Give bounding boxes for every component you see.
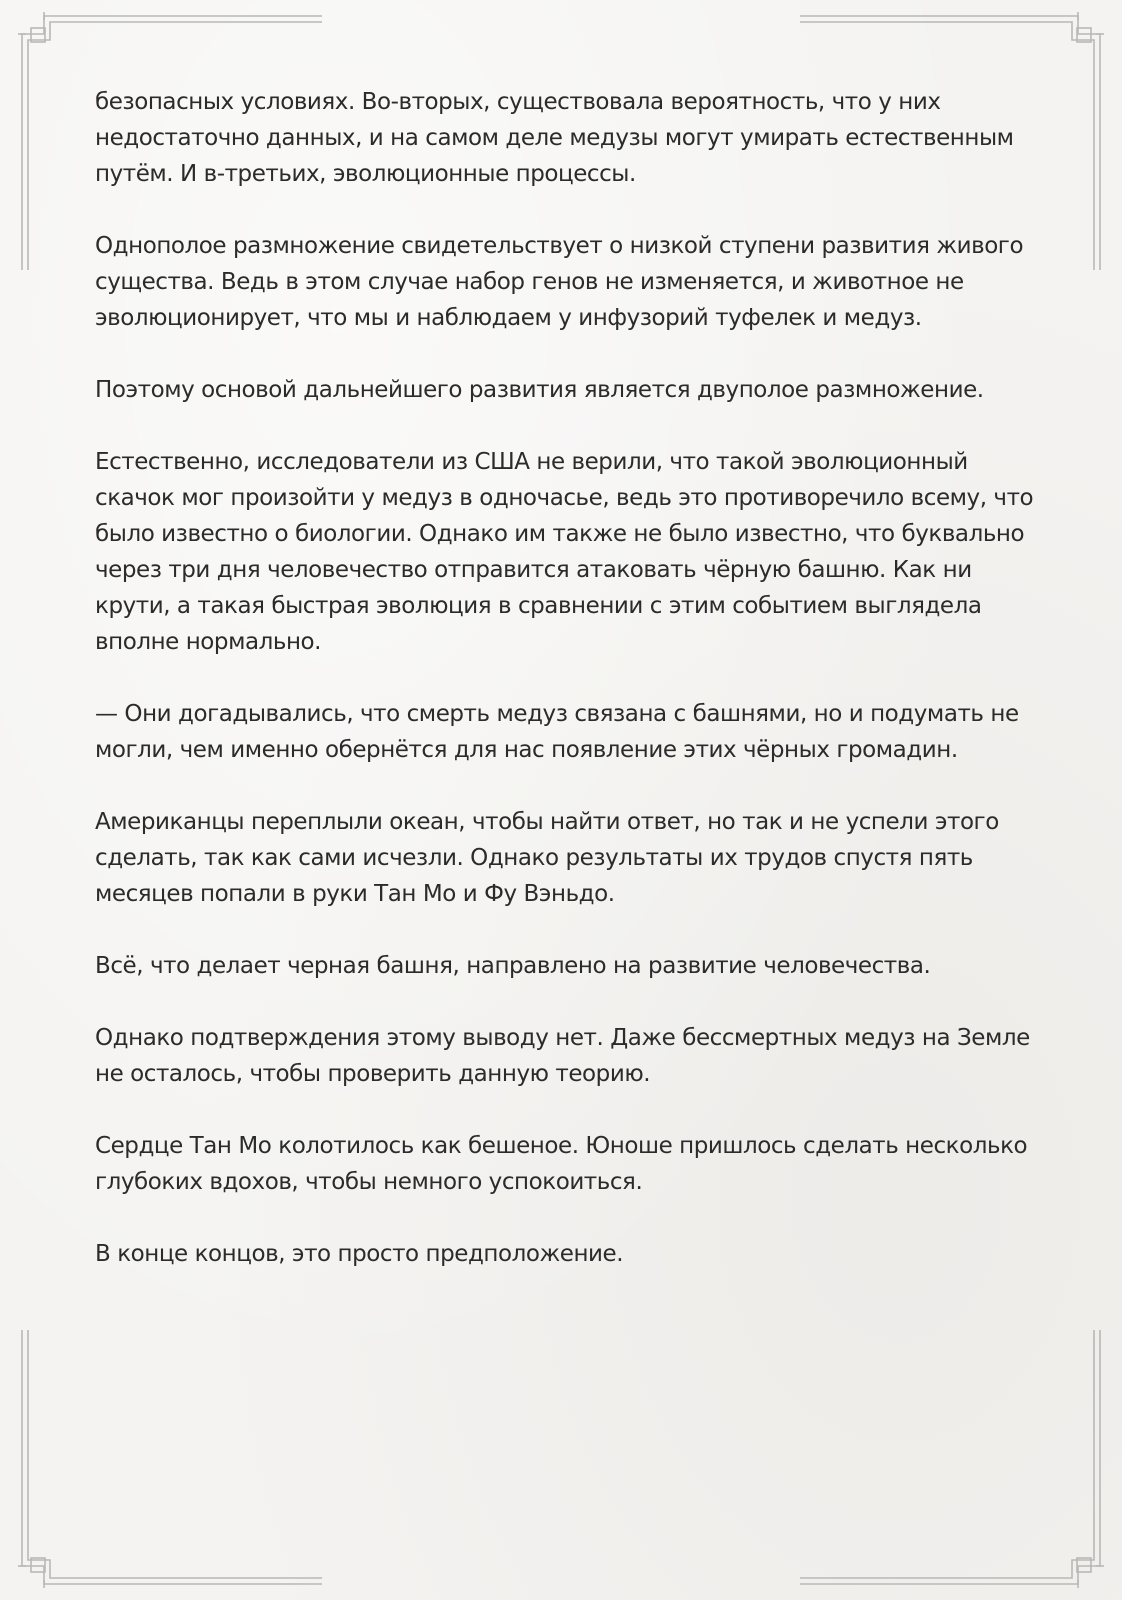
document-body xyxy=(95,84,1035,1308)
paragraph: Поэтому основой дальнейшего развития является двуполое размножение. xyxy=(95,377,984,403)
paragraph: Естественно, исследователи из США не верили, что такой эволюционный скачок мог произойти у медуз в одночасье, ведь это противоречило всему, что было известно о биологии. Однако им также не было известно, что буквально через три дня человечество отправится атаковать чёрную башню. Как ни крути, а такая быстрая эволюция в сравнении с этим событием выглядела вполне нормально. xyxy=(95,449,1034,655)
paragraph: Сердце Тан Мо колотилось как бешеное. Юноше пришлось сделать несколько глубоких вдохов, чтобы немного успокоиться. xyxy=(95,1133,1028,1195)
paragraph: безопасных условиях. Во-вторых, существовала вероятность, что у них недостаточно данных, и на самом деле медузы могут умирать естественным путём. И в-третьих, эволюционные процессы. xyxy=(95,89,1014,187)
paragraph: Американцы переплыли океан, чтобы найти ответ, но так и не успели этого сделать, так как сами исчезли. Однако результаты их трудов спустя пять месяцев попали в руки Тан Мо и Фу Вэньдо. xyxy=(95,809,999,907)
paragraph: Всё, что делает черная башня, направлено на развитие человечества. xyxy=(95,953,931,979)
corner-ornament-bottom-left xyxy=(18,1330,322,1588)
corner-ornament-bottom-right xyxy=(800,1330,1104,1588)
paragraph: В конце концов, это просто предположение. xyxy=(95,1241,624,1267)
paragraph: Однако подтверждения этому выводу нет. Даже бессмертных медуз на Земле не осталось, чтобы проверить данную теорию. xyxy=(95,1025,1030,1087)
paragraph: Однополое размножение свидетельствует о низкой ступени развития живого существа. Ведь в этом случае набор генов не изменяется, и животное не эволюционирует, что мы и наблюдаем у инфузорий туфелек и медуз. xyxy=(95,233,1024,331)
paragraph: — Они догадывались, что смерть медуз связана с башнями, но и подумать не могли, чем именно обернётся для нас появление этих чёрных громадин. xyxy=(95,701,1019,763)
